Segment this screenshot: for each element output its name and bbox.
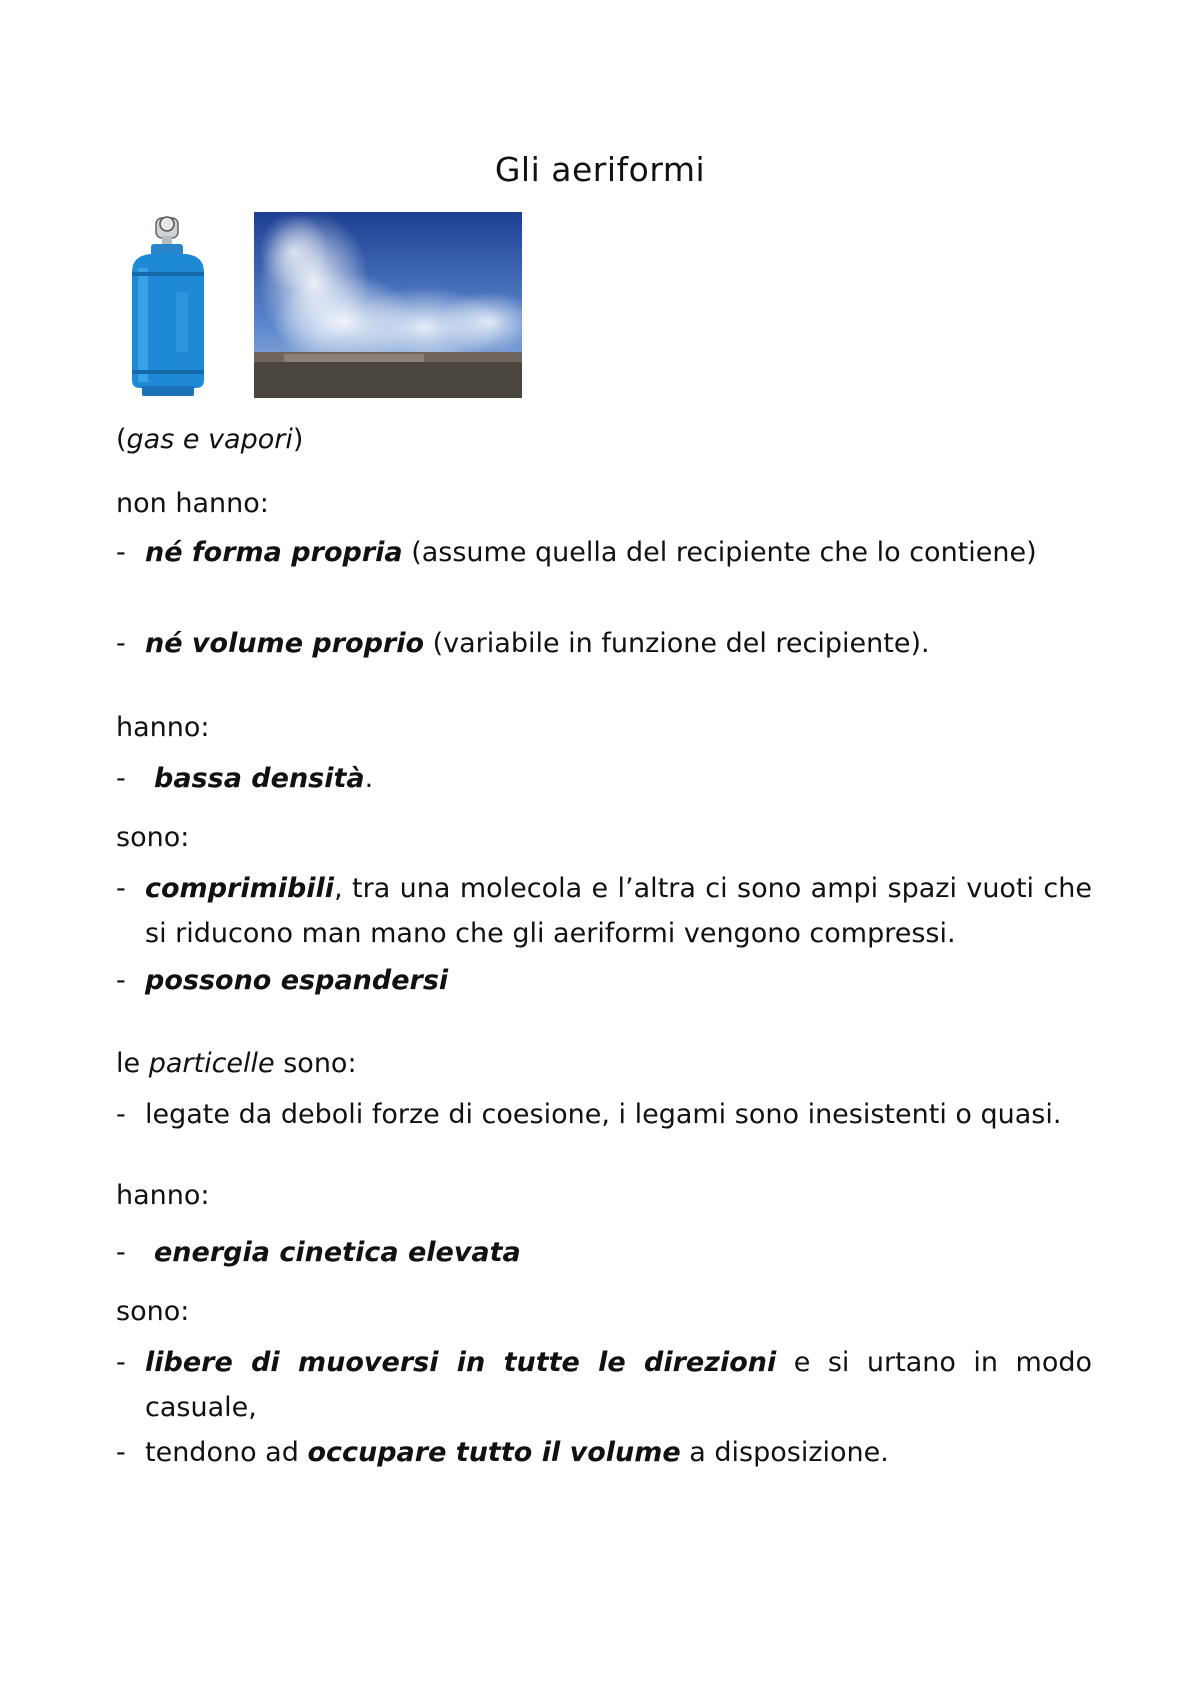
list-item-text: e si urtano in modo casuale,	[145, 1347, 1092, 1423]
list-item-bold: bassa densità	[154, 763, 365, 794]
list-item	[116, 1230, 1092, 1275]
list-item-bold: né forma propria	[145, 537, 403, 568]
list-item-text: tendono ad	[145, 1437, 308, 1468]
list-item-text: a disposizione.	[680, 1437, 889, 1468]
list-item-bold: occupare tutto il volume	[307, 1437, 681, 1468]
list-dash: -	[116, 628, 126, 659]
gas-cylinder-image	[118, 212, 218, 398]
section1-heading: non hanno:	[116, 488, 269, 519]
section4-heading: le particelle sono:	[116, 1048, 357, 1079]
list-item-text: legate da deboli forze di coesione, i legami sono inesistenti o quasi.	[145, 1099, 1062, 1130]
list-dash: -	[116, 1347, 126, 1378]
list-dash: -	[116, 965, 126, 996]
list-dash: -	[116, 763, 126, 794]
list-item	[116, 958, 1092, 1003]
list-item-bold: comprimibili	[145, 873, 335, 904]
particles-italic: particelle	[148, 1048, 275, 1079]
list-item	[116, 1430, 1092, 1475]
list-dash: -	[116, 537, 126, 568]
list-item	[116, 621, 1092, 666]
list-item-bold: energia cinetica elevata	[154, 1237, 521, 1268]
list-item-bold: né volume proprio	[145, 628, 425, 659]
list-item	[116, 1340, 1092, 1430]
list-item	[116, 1092, 1092, 1137]
subtitle-italic: gas e vapori	[126, 424, 293, 455]
section5-heading: hanno:	[116, 1180, 210, 1211]
list-item-text: , tra una molecola e l’altra ci sono ampi spazi vuoti che si riducono man mano che gli aeriformi vengono compressi.	[145, 873, 1092, 949]
list-item-text: (assume quella del recipiente che lo contiene)	[402, 537, 1037, 568]
list-item	[116, 756, 1092, 801]
list-dash: -	[116, 1237, 126, 1268]
list-item-bold: possono espandersi	[145, 965, 449, 996]
list-item	[116, 530, 1092, 575]
section2-heading: hanno:	[116, 712, 210, 743]
list-dash: -	[116, 873, 126, 904]
list-dash: -	[116, 1099, 126, 1130]
section6-heading: sono:	[116, 1296, 190, 1327]
subtitle-paren-open: (	[116, 424, 127, 455]
list-item-bold: libere di muoversi in tutte le direzioni	[145, 1347, 777, 1378]
list-dash: -	[116, 1437, 126, 1468]
list-item	[116, 866, 1092, 956]
geyser-steam-image	[254, 212, 522, 398]
subtitle	[116, 424, 303, 455]
list-item-text: (variabile in funzione del recipiente).	[424, 628, 930, 659]
page-title: Gli aeriformi	[494, 150, 706, 189]
subtitle-paren-close: )	[292, 424, 304, 455]
list-item-text: .	[364, 763, 374, 794]
section3-heading: sono:	[116, 822, 190, 853]
